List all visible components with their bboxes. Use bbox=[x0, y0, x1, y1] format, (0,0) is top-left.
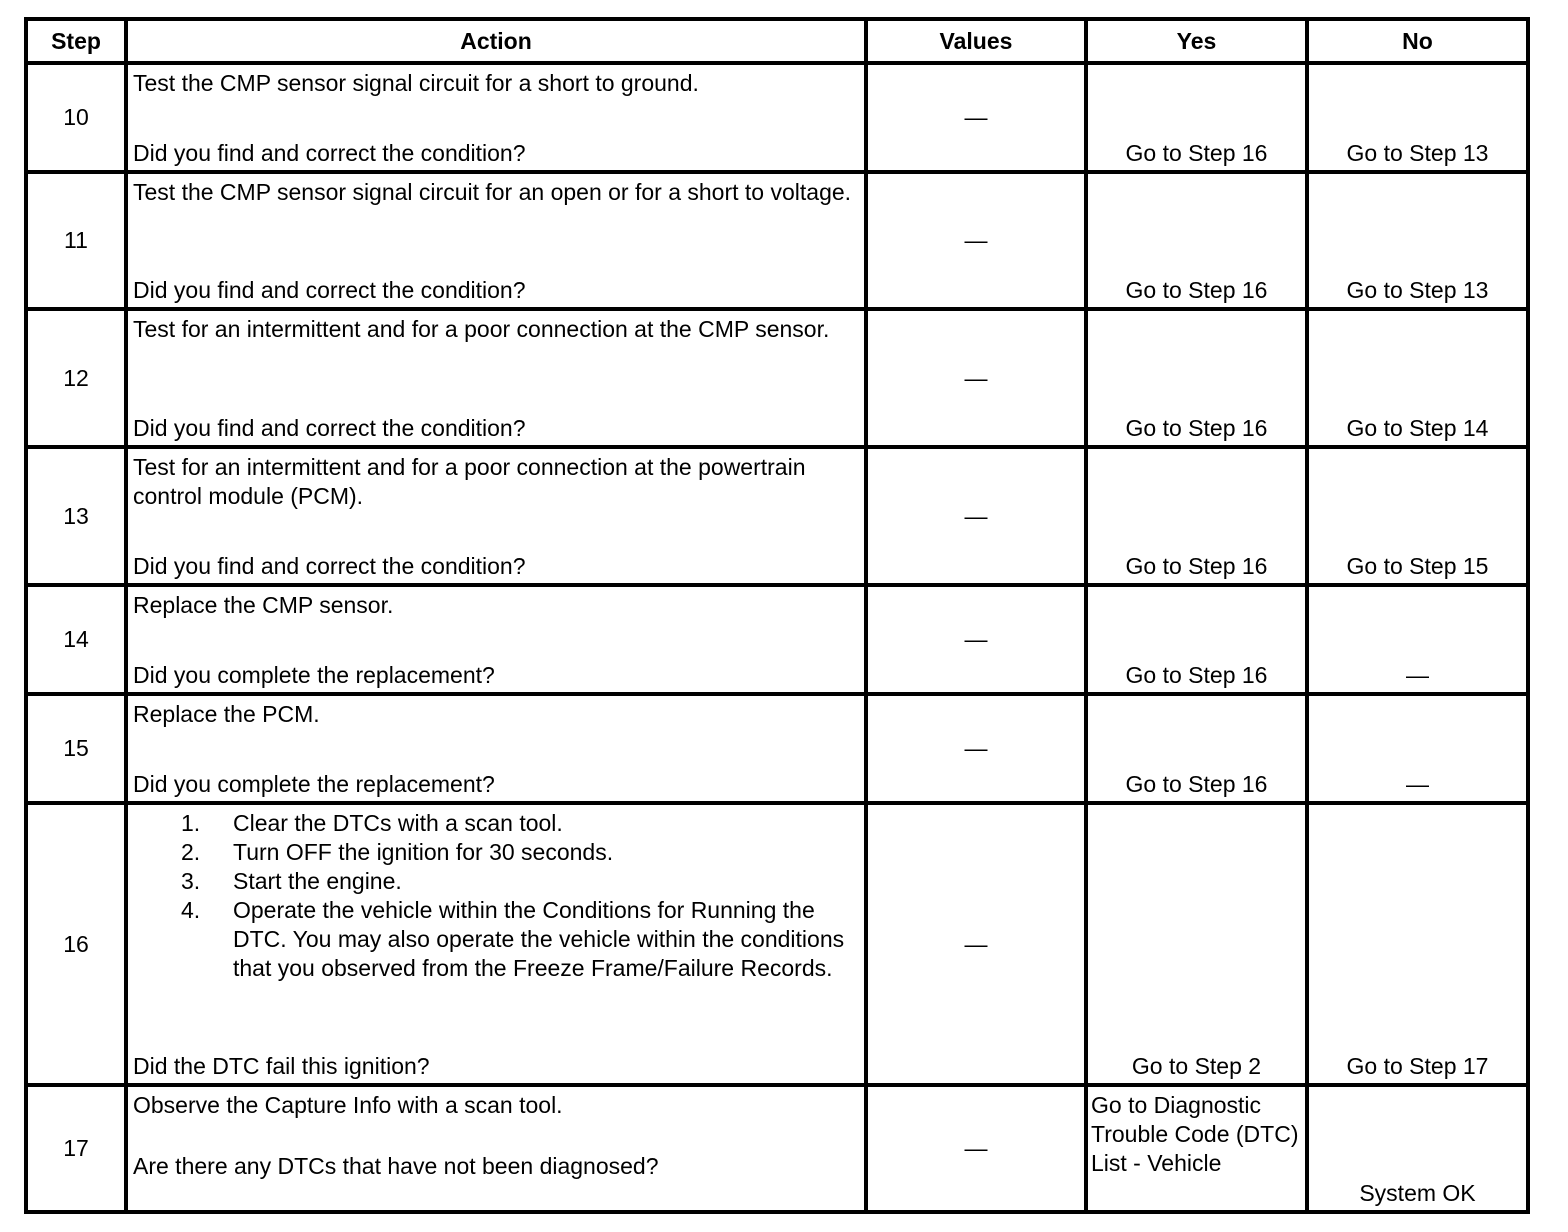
diagnostic-table bbox=[24, 17, 1530, 1214]
header-row bbox=[26, 19, 1528, 63]
yes-cell bbox=[1086, 585, 1307, 694]
no-cell bbox=[1307, 803, 1528, 1085]
yes-link[interactable]: Go to Step 16 bbox=[1125, 140, 1268, 166]
action-text: Test for an intermittent and for a poor connection at the powertrain control module (PCM). bbox=[133, 454, 806, 509]
action-question: Did you find and correct the condition? bbox=[133, 277, 526, 303]
no-link[interactable]: Go to Step 13 bbox=[1346, 277, 1489, 303]
values-cell: — bbox=[866, 585, 1086, 694]
yes-link[interactable]: Go to Step 16 bbox=[1125, 771, 1268, 797]
action-cell bbox=[126, 63, 866, 172]
action-text: Replace the CMP sensor. bbox=[133, 592, 394, 618]
action-question: Did you find and correct the condition? bbox=[133, 140, 526, 166]
step-number: 13 bbox=[26, 447, 126, 585]
action-question: Did you find and correct the condition? bbox=[133, 553, 526, 579]
action-cell bbox=[126, 1085, 866, 1212]
yes-link[interactable]: Go to Step 16 bbox=[1125, 662, 1268, 688]
action-text: Test the CMP sensor signal circuit for a short to ground. bbox=[133, 70, 699, 96]
table-row bbox=[26, 63, 1528, 172]
action-cell bbox=[126, 447, 866, 585]
no-cell bbox=[1307, 585, 1528, 694]
step-number: 17 bbox=[26, 1085, 126, 1212]
yes-link[interactable]: Go to Step 2 bbox=[1131, 1053, 1262, 1079]
list-item: 2. Turn OFF the ignition for 30 seconds. bbox=[181, 839, 614, 865]
no-cell bbox=[1307, 694, 1528, 803]
values-cell: — bbox=[866, 1085, 1086, 1212]
action-cell bbox=[126, 172, 866, 309]
header-step: Step bbox=[26, 19, 126, 63]
table-row bbox=[26, 309, 1528, 447]
values-cell: — bbox=[866, 803, 1086, 1085]
table-row bbox=[26, 1085, 1528, 1212]
action-cell bbox=[126, 309, 866, 447]
action-cell bbox=[126, 694, 866, 803]
yes-link[interactable]: Go to Diagnostic Trouble Code (DTC) List - Vehicle bbox=[1091, 1092, 1299, 1176]
header-yes: Yes bbox=[1086, 19, 1307, 63]
yes-cell bbox=[1086, 694, 1307, 803]
step-number: 14 bbox=[26, 585, 126, 694]
action-cell bbox=[126, 585, 866, 694]
step-number: 15 bbox=[26, 694, 126, 803]
values-cell: — bbox=[866, 63, 1086, 172]
no-cell bbox=[1307, 447, 1528, 585]
action-question: Did you complete the replacement? bbox=[133, 662, 495, 688]
step-number: 12 bbox=[26, 309, 126, 447]
yes-cell bbox=[1086, 803, 1307, 1085]
no-value: — bbox=[1406, 771, 1429, 797]
step-number: 16 bbox=[26, 803, 126, 1085]
yes-cell bbox=[1086, 63, 1307, 172]
yes-cell bbox=[1086, 1085, 1307, 1212]
action-question: Did you find and correct the condition? bbox=[133, 415, 526, 441]
values-cell: — bbox=[866, 694, 1086, 803]
action-question: Did you complete the replacement? bbox=[133, 771, 495, 797]
values-cell: — bbox=[866, 447, 1086, 585]
header-values: Values bbox=[866, 19, 1086, 63]
procedure-list bbox=[133, 809, 860, 983]
action-cell bbox=[126, 803, 866, 1085]
table-row bbox=[26, 172, 1528, 309]
yes-cell bbox=[1086, 447, 1307, 585]
action-text: Test for an intermittent and for a poor connection at the CMP sensor. bbox=[133, 316, 830, 342]
no-value: System OK bbox=[1359, 1180, 1476, 1206]
no-value: — bbox=[1406, 662, 1429, 688]
table-row bbox=[26, 803, 1528, 1085]
list-item: 4. Operate the vehicle within the Conditions for Running the DTC. You may also operate the vehicle within the conditions that you observed from the Freeze Frame/Failure Records. bbox=[181, 897, 845, 981]
values-cell: — bbox=[866, 309, 1086, 447]
no-cell bbox=[1307, 309, 1528, 447]
list-item: 3. Start the engine. bbox=[181, 868, 402, 894]
values-cell: — bbox=[866, 172, 1086, 309]
yes-cell bbox=[1086, 309, 1307, 447]
no-cell bbox=[1307, 1085, 1528, 1212]
yes-cell bbox=[1086, 172, 1307, 309]
header-no: No bbox=[1307, 19, 1528, 63]
no-cell bbox=[1307, 172, 1528, 309]
yes-link[interactable]: Go to Step 16 bbox=[1125, 415, 1268, 441]
action-text: Replace the PCM. bbox=[133, 701, 320, 727]
yes-link[interactable]: Go to Step 16 bbox=[1125, 277, 1268, 303]
table-row bbox=[26, 694, 1528, 803]
action-question: Are there any DTCs that have not been diagnosed? bbox=[133, 1153, 659, 1179]
yes-link[interactable]: Go to Step 16 bbox=[1125, 553, 1268, 579]
no-link[interactable]: Go to Step 15 bbox=[1346, 553, 1489, 579]
list-item: 1. Clear the DTCs with a scan tool. bbox=[181, 810, 563, 836]
table-row bbox=[26, 447, 1528, 585]
no-link[interactable]: Go to Step 17 bbox=[1346, 1053, 1489, 1079]
action-text: Observe the Capture Info with a scan tool. bbox=[133, 1092, 563, 1118]
no-link[interactable]: Go to Step 13 bbox=[1346, 140, 1489, 166]
table-row bbox=[26, 585, 1528, 694]
no-cell bbox=[1307, 63, 1528, 172]
step-number: 11 bbox=[26, 172, 126, 309]
header-action: Action bbox=[126, 19, 866, 63]
action-text: Test the CMP sensor signal circuit for an open or for a short to voltage. bbox=[133, 179, 852, 205]
step-number: 10 bbox=[26, 63, 126, 172]
no-link[interactable]: Go to Step 14 bbox=[1346, 415, 1489, 441]
action-question: Did the DTC fail this ignition? bbox=[133, 1053, 430, 1079]
